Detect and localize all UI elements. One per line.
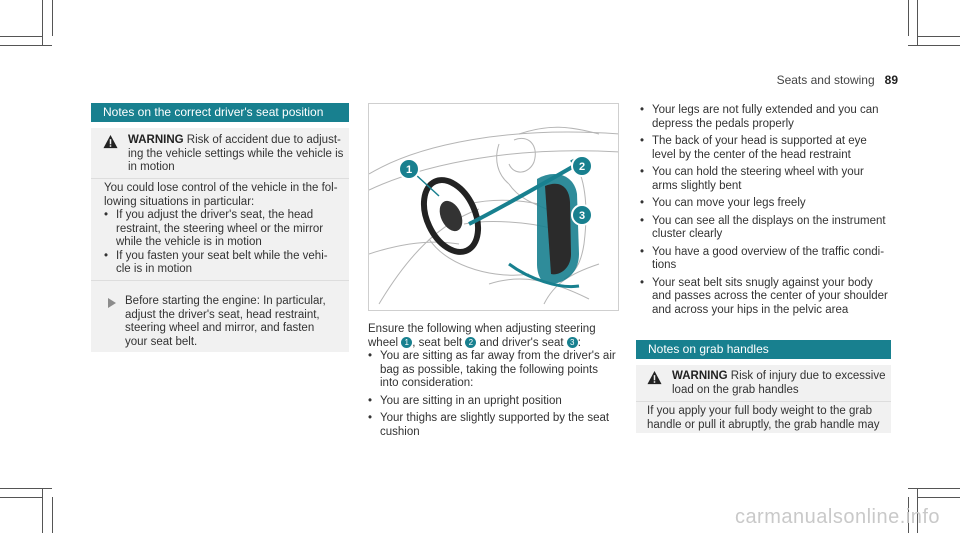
warning-bullet-list [104, 209, 346, 277]
warning-triangle-icon [647, 370, 662, 385]
warning-body: You could lose control of the vehicle in the fol- lowing situations in particular: • If you adjust the driver's seat, the head restraint, the steering wheel or the mirror while the vehicle is in motion • If you fasten your seat belt while the vehi- cle is in motion [104, 182, 346, 277]
crop-mark [0, 488, 52, 489]
crop-mark [42, 0, 43, 46]
crop-mark [0, 45, 52, 46]
crop-mark [0, 497, 42, 498]
callout-badge-3: 3 [567, 337, 578, 348]
crop-mark [52, 0, 53, 36]
position-bullet-list [640, 104, 900, 317]
list-item: • Your thighs are slightly supported by the seat cushion [368, 412, 628, 439]
callout-badge-2: 2 [465, 337, 476, 348]
warning-triangle-icon [103, 134, 118, 149]
divider [91, 178, 349, 179]
list-item: • You can hold the steering wheel with your arms slightly bent [640, 166, 900, 193]
warning-body: If you apply your full body weight to the grab handle or pull it abruptly, the grab handle may [647, 405, 880, 431]
warning-label: WARNING [128, 134, 184, 146]
section-title: Notes on grab handles [648, 342, 769, 356]
callout-1 [399, 159, 439, 196]
list-item: • You can move your legs freely [640, 197, 900, 211]
crop-mark [42, 488, 43, 533]
watermark: carmanualsonline.info [734, 506, 940, 528]
crop-mark [908, 0, 909, 36]
section-title: Notes on the correct driver's seat position [103, 105, 324, 119]
section-name: Seats and stowing [776, 73, 875, 87]
driver-seat-drawing [369, 104, 619, 311]
position-checklist [640, 104, 900, 317]
warning-text: WARNING Risk of accident due to adjust- ing the vehicle settings while the vehicle is in motion [128, 134, 344, 173]
list-item: • Your seat belt sits snugly against your body and passes across the center of your shoulder and across your hips in the pelvic area [640, 277, 900, 318]
list-item: • You can see all the displays on the instrument cluster clearly [640, 215, 900, 242]
section-bar-seat-position [91, 103, 349, 122]
list-item: • Your legs are not fully extended and you can depress the pedals properly [640, 104, 900, 131]
list-item: • You have a good overview of the traffic condi- tions [640, 246, 900, 273]
list-item: • You are sitting in an upright position [368, 395, 628, 409]
steering-adjust-text: Ensure the following when adjusting steering wheel 1 , seat belt 2 and driver's seat 3 : • You are sitting as far away from the driver's air bag as possible, taking the following points into consideration: • You are sitting in an upright position • Your thighs are slightly supported by the seat cushion [368, 323, 628, 439]
section-bar-grab-handles [636, 340, 891, 359]
divider [91, 280, 349, 281]
crop-mark [52, 497, 53, 533]
note-arrow-icon [107, 298, 117, 308]
callout-2 [572, 156, 592, 176]
list-item: • You are sitting as far away from the driver's air bag as possible, taking the following points into consideration: [368, 350, 628, 391]
driver-position-illustration [368, 103, 619, 311]
callout-3 [572, 205, 592, 225]
divider [636, 401, 891, 402]
crop-mark [0, 36, 42, 37]
svg-text:2: 2 [578, 161, 586, 173]
steering-bullet-list [368, 350, 628, 439]
svg-text:3: 3 [578, 210, 586, 222]
warning-label: WARNING [672, 370, 728, 382]
svg-text:1: 1 [405, 164, 413, 176]
crop-mark [917, 0, 918, 46]
crop-mark [908, 488, 960, 489]
crop-mark [908, 45, 960, 46]
warning-text: WARNING Risk of injury due to excessive load on the grab handles [672, 370, 886, 396]
list-item: • If you adjust the driver's seat, the head restraint, the steering wheel or the mirror while the vehicle is in motion [104, 209, 346, 250]
list-item: • The back of your head is supported at eye level by the center of the head restraint [640, 135, 900, 162]
crop-mark [918, 497, 960, 498]
callout-badge-1: 1 [401, 337, 412, 348]
note-text: Before starting the engine: In particular, adjust the driver's seat, head restraint, steering wheel and mirror, and fasten your seat belt. [125, 295, 326, 348]
page-number: 89 [884, 73, 898, 87]
running-header [777, 73, 898, 87]
list-item: • If you fasten your seat belt while the vehi- cle is in motion [104, 250, 346, 277]
crop-mark [918, 36, 960, 37]
